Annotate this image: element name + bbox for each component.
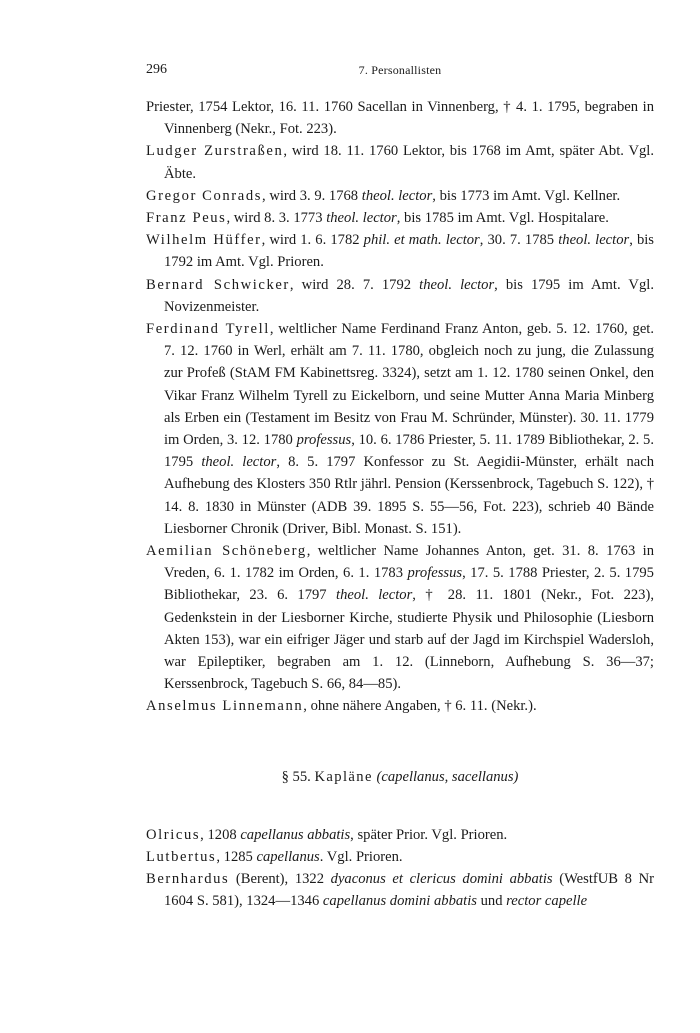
entry-text: , später Prior. Vgl. Prioren. bbox=[350, 826, 508, 843]
entry-text: . Vgl. Prioren. bbox=[319, 848, 403, 865]
entry bbox=[146, 207, 654, 229]
page-header bbox=[146, 62, 654, 82]
entry bbox=[146, 695, 654, 717]
entry-text: , weltlicher Name Johannes Anton, get. 31. 8. 1763 in Vreden, 6. 1. 1782 im Orden, 6. 1. 1783 bbox=[164, 543, 654, 582]
section-title: Kapläne bbox=[314, 768, 373, 785]
entry-italic-text: rector capelle bbox=[506, 893, 588, 910]
entry bbox=[146, 229, 654, 273]
entry-name: Wilhelm Hüffer bbox=[146, 232, 262, 249]
entry-text: , 1285 bbox=[216, 848, 257, 865]
entry-name: Ludger Zurstraßen bbox=[146, 143, 284, 160]
entry-text: , bis 1792 im Amt. Vgl. Prioren. bbox=[164, 232, 654, 271]
entry-text: , 17. 5. 1788 Priester, 2. 5. 1795 Bibliothekar, 23. 6. 1797 bbox=[164, 565, 654, 604]
section-subtitle: (capellanus, sacellanus) bbox=[376, 768, 519, 785]
entry-italic-text: capellanus domini abbatis bbox=[322, 893, 477, 910]
entry bbox=[146, 868, 654, 912]
entry-text: (WestfUB 8 Nr 1604 S. 581), 1324—1346 bbox=[164, 871, 654, 910]
entry-italic-text: capellanus abbatis bbox=[240, 826, 351, 843]
entry bbox=[146, 824, 654, 846]
entry-name: Ferdinand Tyrell bbox=[146, 321, 270, 338]
entry-name: Olricus bbox=[146, 826, 201, 843]
entry-name: Gregor Conrads bbox=[146, 187, 263, 204]
document-page bbox=[146, 62, 654, 913]
entry-name: Lutbertus bbox=[146, 848, 217, 865]
entry bbox=[146, 318, 654, 540]
entry-text: , 30. 7. 1785 bbox=[479, 232, 559, 249]
entry-list-chaplains bbox=[146, 824, 654, 913]
entry-italic-text: theol. lector bbox=[201, 454, 277, 471]
entry bbox=[146, 185, 654, 207]
entry-name: Aemilian Schöneberg bbox=[146, 543, 307, 560]
entry-text: , 8. 5. 1797 Konfessor zu St. Aegidii-Münster, erhält nach Aufhebung des Klosters 350 Rtlr jährl. Pension (Kerssenbrock, Tagebuch S. 122), † 14. 8. 1830 in Münster (ADB 39. 1895 S. 55—56, Fot. 223), schrieb 40 Bände Liesborner Chronik (Driver, Bibl. Monast. S. 151). bbox=[164, 454, 654, 537]
entry-text: , wird 18. 11. 1760 Lektor, bis 1768 im Amt, später Abt. Vgl. Äbte. bbox=[164, 143, 654, 182]
entry-text: , wird 8. 3. 1773 bbox=[226, 210, 327, 227]
entry bbox=[146, 540, 654, 695]
entry-name: Bernhardus bbox=[146, 871, 230, 888]
entry-italic-text: theol. lector bbox=[361, 187, 433, 204]
entry bbox=[146, 140, 654, 184]
entry-text: , wird 3. 9. 1768 bbox=[262, 187, 362, 204]
entry-name: Franz Peus bbox=[146, 210, 227, 227]
entry-text: (Berent), 1322 bbox=[229, 871, 331, 888]
entry-text: , † 28. 11. 1801 (Nekr., Fot. 223), Gedenkstein in der Liesborner Kirche, studierte Physik und Philosophie (Liesborn Akten 153), war ein eifriger Jäger und starb auf der Jagd im Kirchspiel Wadersloh, war Epileptiker, begraben am 1. 12. (Linneborn, Aufhebung S. 36—37; Kerssenbrock, Tagebuch S. 66, 84—85). bbox=[164, 587, 654, 693]
entry-italic-text: theol. lector bbox=[336, 587, 413, 604]
page-number: 296 bbox=[146, 62, 167, 77]
entry-italic-text: professus bbox=[407, 565, 463, 582]
entry-text: , bis 1785 im Amt. Vgl. Hospitalare. bbox=[396, 210, 609, 227]
entry-text: , bis 1795 im Amt. Vgl. Novizenmeister. bbox=[164, 276, 654, 315]
entry-text: , weltlicher Name Ferdinand Franz Anton, geb. 5. 12. 1760, get. 7. 12. 1760 in Werl, erhält am 7. 11. 1780, obgleich noch zu jung, die Zulassung zur Profeß (StAM FM Kabinettsreg. 3324), setzt am 1. 12. 1780 seinen Onkel, den Vikar Franz Wilhelm Tyrell zu Eickelborn, und seine Mutter Anna Maria Minberg als Erben ein (Testament im Besitz von Frau M. Schründer, Münster). 30. 11. 1779 im Orden, 3. 12. 1780 bbox=[164, 321, 655, 449]
entry-text: , 1208 bbox=[200, 826, 241, 843]
entry bbox=[146, 274, 654, 318]
entry-italic-text: phil. et math. lector bbox=[363, 232, 480, 249]
section-number: § 55. bbox=[281, 768, 315, 785]
entry-text: , wird 28. 7. 1792 bbox=[289, 276, 420, 293]
entry-text: , bis 1773 im Amt. Vgl. Kellner. bbox=[432, 187, 621, 204]
entry-list bbox=[146, 96, 654, 718]
entry-italic-text: dyaconus et clericus domini abbatis bbox=[330, 871, 553, 888]
entry-italic-text: theol. lector bbox=[326, 210, 397, 227]
running-head: 7. Personallisten bbox=[358, 63, 442, 77]
entry-italic-text: theol. lector bbox=[419, 276, 495, 293]
entry-text: Priester, 1754 Lektor, 16. 11. 1760 Sacellan in Vinnenberg, † 4. 1. 1795, begraben in Vinnenberg (Nekr., Fot. 223). bbox=[146, 99, 654, 138]
entry-name: Bernard Schwicker bbox=[146, 276, 290, 293]
entry-text: und bbox=[476, 893, 507, 910]
entry-name: Anselmus Linnemann bbox=[146, 698, 304, 715]
entry bbox=[146, 96, 654, 140]
entry-text: , wird 1. 6. 1782 bbox=[261, 232, 364, 249]
entry-text: , 10. 6. 1786 Priester, 5. 11. 1789 Bibliothekar, 2. 5. 1795 bbox=[164, 432, 654, 471]
entry-italic-text: theol. lector bbox=[558, 232, 630, 249]
section-heading bbox=[146, 766, 654, 788]
entry-text: , ohne nähere Angaben, † 6. 11. (Nekr.). bbox=[303, 698, 537, 715]
entry-italic-text: professus bbox=[296, 432, 352, 449]
entry-italic-text: capellanus bbox=[256, 848, 320, 865]
entry bbox=[146, 846, 654, 868]
